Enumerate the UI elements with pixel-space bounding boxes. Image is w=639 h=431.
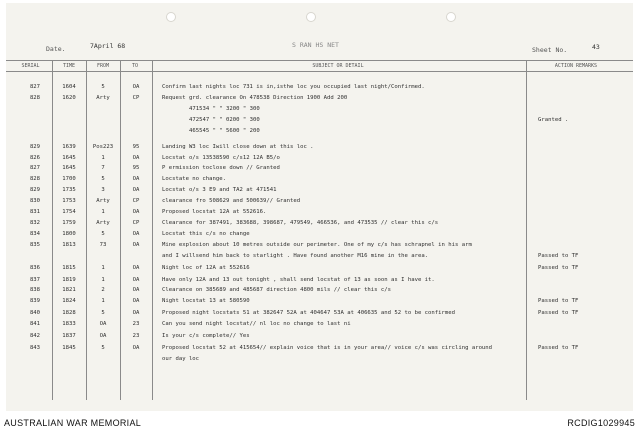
header-rule-bottom bbox=[6, 71, 633, 72]
entry-serial: 834 bbox=[29, 231, 41, 237]
entry-detail-line: Confirm last nights loc 731 is in,isthe loc you occupied last night/Confirmed. bbox=[162, 84, 425, 90]
date-label: Date. bbox=[46, 45, 66, 53]
entry-time: 1821 bbox=[62, 287, 76, 293]
entry-serial: 843 bbox=[29, 345, 41, 351]
entry-detail-line: Proposed locstat 12A at 552616. bbox=[162, 209, 267, 215]
entry-detail-line: Landing W3 loc Iwill close down at this loc . bbox=[162, 144, 314, 150]
entry-detail-line: Locstat o/s 13538590 c/s12 12A B5/o bbox=[162, 155, 280, 161]
entry-serial: 826 bbox=[29, 155, 41, 161]
entry-serial: 840 bbox=[29, 310, 41, 316]
entry-detail-line: Locstate no change. bbox=[162, 176, 226, 182]
entry-to: OA bbox=[132, 231, 140, 237]
entry-from: 2 bbox=[101, 287, 105, 293]
entry-detail-line: 472547 " " 0200 " 300 bbox=[189, 117, 260, 123]
entry-to: 23 bbox=[132, 321, 140, 327]
entry-to: CP bbox=[132, 220, 140, 226]
entry-to: OA bbox=[132, 242, 140, 248]
entry-to: OA bbox=[132, 265, 140, 271]
entry-to: OA bbox=[132, 277, 140, 283]
entry-from: 73 bbox=[99, 242, 107, 248]
entry-to: OA bbox=[132, 187, 140, 193]
entry-action-remark: Passed to TF bbox=[538, 345, 579, 351]
entry-to: OA bbox=[132, 84, 140, 90]
entry-serial: 835 bbox=[29, 242, 41, 248]
entry-action-remark: Passed to TF bbox=[538, 310, 579, 316]
entry-serial: 827 bbox=[29, 165, 41, 171]
entry-detail-line: Mine explosion about 10 metres outside our perimeter. One of my c/s has schrapnel in his arm bbox=[162, 242, 472, 248]
entry-from: Pos223 bbox=[92, 144, 114, 150]
col-serial: SERIAL bbox=[21, 63, 40, 69]
entry-to: 95 bbox=[132, 144, 140, 150]
entry-time: 1639 bbox=[62, 144, 76, 150]
col-divider bbox=[86, 60, 87, 400]
entry-from: 5 bbox=[101, 84, 105, 90]
entry-from: Arty bbox=[96, 220, 110, 226]
entry-detail-line: our day loc bbox=[162, 356, 200, 362]
entry-from: 5 bbox=[101, 176, 105, 182]
sheet-number-label: Sheet No. bbox=[532, 46, 568, 54]
entry-detail-line: Can you send night locstat// nl loc no change to last ni bbox=[162, 321, 351, 327]
col-divider bbox=[526, 60, 527, 400]
entry-serial: 841 bbox=[29, 321, 41, 327]
entry-time: 1754 bbox=[62, 209, 76, 215]
entry-time: 1833 bbox=[62, 321, 76, 327]
entry-time: 1645 bbox=[62, 165, 76, 171]
entry-from: Arty bbox=[96, 198, 110, 204]
entry-detail-line: P ermission toclose down // Granted bbox=[162, 165, 280, 171]
entry-detail-line: 465545 " " 5600 " 200 bbox=[189, 128, 260, 134]
entry-serial: 839 bbox=[29, 298, 41, 304]
entry-detail-line: Locstat this c/s no change bbox=[162, 231, 250, 237]
entry-detail-line: clearance fro 508629 and 500639// Granted bbox=[162, 198, 301, 204]
col-divider bbox=[120, 60, 121, 400]
entry-to: OA bbox=[132, 298, 140, 304]
header-rule-top bbox=[6, 60, 633, 61]
log-sheet bbox=[6, 3, 633, 411]
entry-to: OA bbox=[132, 287, 140, 293]
entry-detail-line: and I willsend him back to starlight . Have found another M16 mine in the area. bbox=[162, 253, 429, 259]
entry-from: Arty bbox=[96, 95, 110, 101]
entry-from: 5 bbox=[101, 345, 105, 351]
entry-time: 1813 bbox=[62, 242, 76, 248]
entry-serial: 828 bbox=[29, 176, 41, 182]
entry-detail-line: 471534 " " 3200 " 300 bbox=[189, 106, 260, 112]
entry-detail-line: Is your c/s complete// Yes bbox=[162, 333, 250, 339]
entry-from: 5 bbox=[101, 310, 105, 316]
entry-detail-line: Clearance on 385689 and 485687 direction 4800 mils // clear this c/s bbox=[162, 287, 392, 293]
entry-to: OA bbox=[132, 209, 140, 215]
footer-reference: RCDIG1029945 bbox=[567, 418, 635, 428]
entry-from: 1 bbox=[101, 277, 105, 283]
sheet-title: S RAN HS NET bbox=[292, 41, 339, 49]
col-divider bbox=[52, 60, 53, 400]
entry-detail-line: Clearance for 387491, 383688, 398687, 479549, 466536, and 473535 // clear this c/s bbox=[162, 220, 439, 226]
entry-to: 23 bbox=[132, 333, 140, 339]
entry-serial: 838 bbox=[29, 287, 41, 293]
punch-hole bbox=[306, 12, 316, 22]
entry-action-remark: Passed to TF bbox=[538, 265, 579, 271]
entry-detail-line: Proposed night locstats 51 at 382647 52A at 404647 53A at 406635 and 52 to be confirmed bbox=[162, 310, 455, 316]
entry-serial: 830 bbox=[29, 198, 41, 204]
entry-time: 1753 bbox=[62, 198, 76, 204]
entry-detail-line: Night loc of 12A at 552616 bbox=[162, 265, 250, 271]
entry-serial: 836 bbox=[29, 265, 41, 271]
entry-detail-line: Proposed locstat 52 at 415654// explain voice that is in your area// voice c/s was circling around bbox=[162, 345, 493, 351]
entry-to: OA bbox=[132, 310, 140, 316]
entry-serial: 828 bbox=[29, 95, 41, 101]
entry-to: OA bbox=[132, 176, 140, 182]
entry-from: 3 bbox=[101, 187, 105, 193]
entry-detail-line: Have only 12A and 13 out tonight , shall send locstat of 13 as soon as I have it. bbox=[162, 277, 435, 283]
entry-time: 1700 bbox=[62, 176, 76, 182]
punch-hole bbox=[446, 12, 456, 22]
punch-hole bbox=[166, 12, 176, 22]
col-from: FROM bbox=[96, 63, 110, 69]
entry-to: CP bbox=[132, 198, 140, 204]
entry-to: 95 bbox=[132, 165, 140, 171]
col-divider bbox=[152, 60, 153, 400]
entry-detail-line: Locstat o/s 3 E9 and TA2 at 471541 bbox=[162, 187, 277, 193]
entry-serial: 832 bbox=[29, 220, 41, 226]
col-to: TO bbox=[131, 63, 139, 69]
entry-serial: 837 bbox=[29, 277, 41, 283]
entry-from: 1 bbox=[101, 298, 105, 304]
entry-time: 1819 bbox=[62, 277, 76, 283]
entry-time: 1800 bbox=[62, 231, 76, 237]
entry-time: 1735 bbox=[62, 187, 76, 193]
entry-time: 1759 bbox=[62, 220, 76, 226]
col-time: TIME bbox=[62, 63, 76, 69]
entry-time: 1645 bbox=[62, 155, 76, 161]
entry-from: OA bbox=[99, 321, 107, 327]
entry-from: 5 bbox=[101, 231, 105, 237]
col-action-remarks: ACTION REMARKS bbox=[554, 63, 598, 69]
entry-serial: 827 bbox=[29, 84, 41, 90]
entry-to: CP bbox=[132, 95, 140, 101]
footer-institution: AUSTRALIAN WAR MEMORIAL bbox=[4, 418, 142, 428]
entry-time: 1824 bbox=[62, 298, 76, 304]
entry-action-remark: Passed to TF bbox=[538, 253, 579, 259]
entry-from: 1 bbox=[101, 209, 105, 215]
entry-time: 1845 bbox=[62, 345, 76, 351]
date-value: 7April 68 bbox=[90, 42, 126, 50]
entry-to: OA bbox=[132, 345, 140, 351]
entry-serial: 829 bbox=[29, 187, 41, 193]
entry-from: 1 bbox=[101, 265, 105, 271]
entry-detail-line: Request grd. clearance On 478538 Direction 1900 Add 200 bbox=[162, 95, 348, 101]
entry-to: OA bbox=[132, 155, 140, 161]
entry-time: 1620 bbox=[62, 95, 76, 101]
sheet-number: 43 bbox=[592, 43, 600, 51]
entry-time: 1604 bbox=[62, 84, 76, 90]
entry-serial: 829 bbox=[29, 144, 41, 150]
entry-time: 1837 bbox=[62, 333, 76, 339]
entry-time: 1828 bbox=[62, 310, 76, 316]
entry-action-remark: Passed to TF bbox=[538, 298, 579, 304]
entry-time: 1815 bbox=[62, 265, 76, 271]
entry-serial: 842 bbox=[29, 333, 41, 339]
entry-from: 1 bbox=[101, 155, 105, 161]
entry-action-remark: Granted . bbox=[538, 117, 569, 123]
entry-detail-line: Night locstat 13 at 580590 bbox=[162, 298, 250, 304]
entry-serial: 831 bbox=[29, 209, 41, 215]
col-subject: SUBJECT OR DETAIL bbox=[312, 63, 364, 69]
entry-from: OA bbox=[99, 333, 107, 339]
entry-from: 7 bbox=[101, 165, 105, 171]
